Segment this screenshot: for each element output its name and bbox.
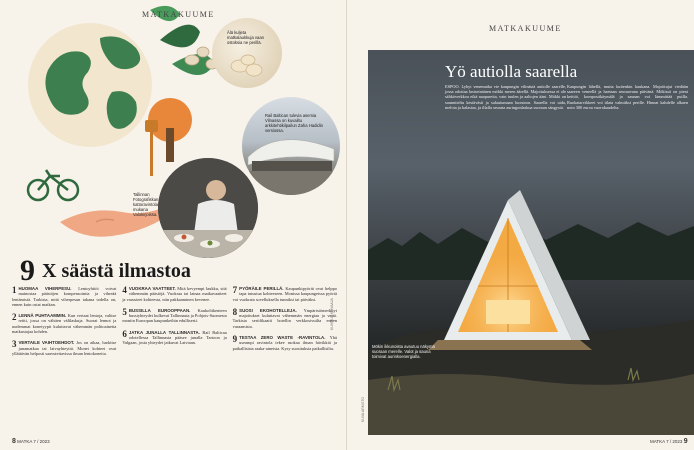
photographer-caption: Tallinnan Fotografiskan kattoravintola mukana Valokirjoissa. [133,192,159,217]
tips-columns [12,286,337,436]
tip-item: 5 BUSSILLA EUROOPPAAN. Kaukoliikenteen bussiyhteydet kulkevat Tallinnasta ja Pohjois-Suomesta moniin Euroopan kaupunkeihin edullisesti. [122,306,227,324]
tip-item: 4 VUOKRAA VAATTEET. Mitä kevyempi laukku, sitä vähemmän päästöjä. Vuokraa tai lainaa matkavaatteet ja varusteet kohteesta, niin pakkaaminen kevenee. [122,285,227,302]
tip-item: 7 PYÖRÄILE PERILLÄ. Kaupunkipyörät ovat helppo tapa tutustua kohteeseen. Monissa kaupungeissa pyöriä voi vuokrata sovelluksella tunniksi tai päiväksi. [232,285,337,302]
tip-item: 2 LENNÄ PUHTAAMMIN. Kun vertaat lentoja, valitse reitti, jossa on vähiten välilaskuja. Suorat lennot ja uudemmat konetyypit kuluttavat vähemmän polttoainetta matkustajaa kohden. [12,312,117,335]
photographer-photo [158,158,258,258]
article-body-text: ESPOO. Lyhyt venematka vie kaupungin vilinästä autiolle saarelle, jossa odottaa lasiseinäinen mökki meren äärellä. Majoituksessa ei ole sähköverkkoa eikä naapureita, vain tuulen ja aaltojen ääni. Mökki on suunniteltu kestävästi ja sulautumaan luontoon. Saarella voi uida, melota ja kalastaa, ja illalla seurata auringonlaskua suoraan sängystä. [445,84,566,110]
bulbs-caption: Älä kuljeta matkalaukkuja vaan ostoksia ne perillä. [227,30,265,45]
section-label: MATKAKUUME [489,24,562,33]
bulbs-photo [212,18,282,88]
article-body-col-1 [445,84,566,110]
tip-item: 6 JATKA JUNALLA TALLINNASTA. Rail Balticaa odotellessa Tallinnasta pääsee junalla Tartoon ja Valgaan, josta yhteydet jatkuvat Latviaan. [122,328,227,346]
tip-item: 3 VERTAILE VAIHTOEHDOT. Jos on aikaa, harkitse junamatkaa tai laivayhteyttä. Monet kohteet ovat yllättävän helposti saavutettavissa ilman lentokonetta. [12,339,117,356]
bulbs-illustration [212,18,282,88]
article-title: Yö autiolla saarella [445,62,578,81]
left-folio [12,438,50,445]
right-folio [650,438,688,445]
article-body-text: Kaupungin lähellä, mutta kuitenkin kaukana. Majoittujat viedään saareen veneellä ja haetaan seuraavana päivänä. Mökissä on pieni keittiö, kompostikäymälä ja saunan voi lämmittää puilla. Ruokatarvikkeet voi tilata valmiiksi perille. Hinnat kahdelle alkaen noin 300 euroa vuorokaudelta. [567,84,688,110]
ferry-photo [242,97,340,195]
magazine-issue: MATKA 7 / 2023 [650,439,683,444]
illustration-credit: KUVITUS KUVAAJA [330,298,334,330]
magazine-issue: MATKA 7 / 2023 [17,439,50,444]
article-headline [20,254,191,288]
tip-item: 9 TESTAA ZERO WASTE -RAVINTOLA. Yhä useampi ravintola tekee ruokaa ilman hävikkiä ja paikallisista raaka-aineista. Kysy suosituksia paikallisilta. [232,334,337,351]
article-body-col-2 [567,84,688,110]
section-label: MATKAKUUME [142,10,215,19]
tips-column-1 [12,286,116,436]
page-number: 8 [12,438,16,445]
page-number: 9 [683,438,688,445]
chef-illustration [158,158,258,258]
headline-text: X säästä ilmastoa [42,260,191,282]
tip-item: 8 SUOSI EKOHOTELLEJA. Ympäristömerkityt majoitukset kuluttavat vähemmän energiaa ja vettä. Tarkista sertifikaatti hotellin verkkosivuilta ennen varaamista. [232,306,337,329]
photo-caption: Mökin ikkunoista avautuu näkymä suoraan merelle. Valot ja sauna toimivat aurinkoenergialla. [372,344,435,359]
tip-item: 1 HUOMAA VIHERPESU. Lentoyhtiöt voivat mainostaa päästöjen kompensointia ja vihreää lentämistä. Tarkista, mitä viherpesun takana todella on, ennen kuin ostat matkan. [12,285,117,307]
photo-credit: KUVA ARKISTO [361,396,365,422]
tips-column-3 [233,286,337,436]
ferry-caption: Rail Baltican tulevia asemia Vilnassa on kuvailtu arkkitehtikilpailun Zaha Hadidin versiossa. [265,113,323,133]
tips-column-2 [122,286,226,436]
headline-number: 9 [20,254,35,287]
station-illustration [242,97,340,195]
